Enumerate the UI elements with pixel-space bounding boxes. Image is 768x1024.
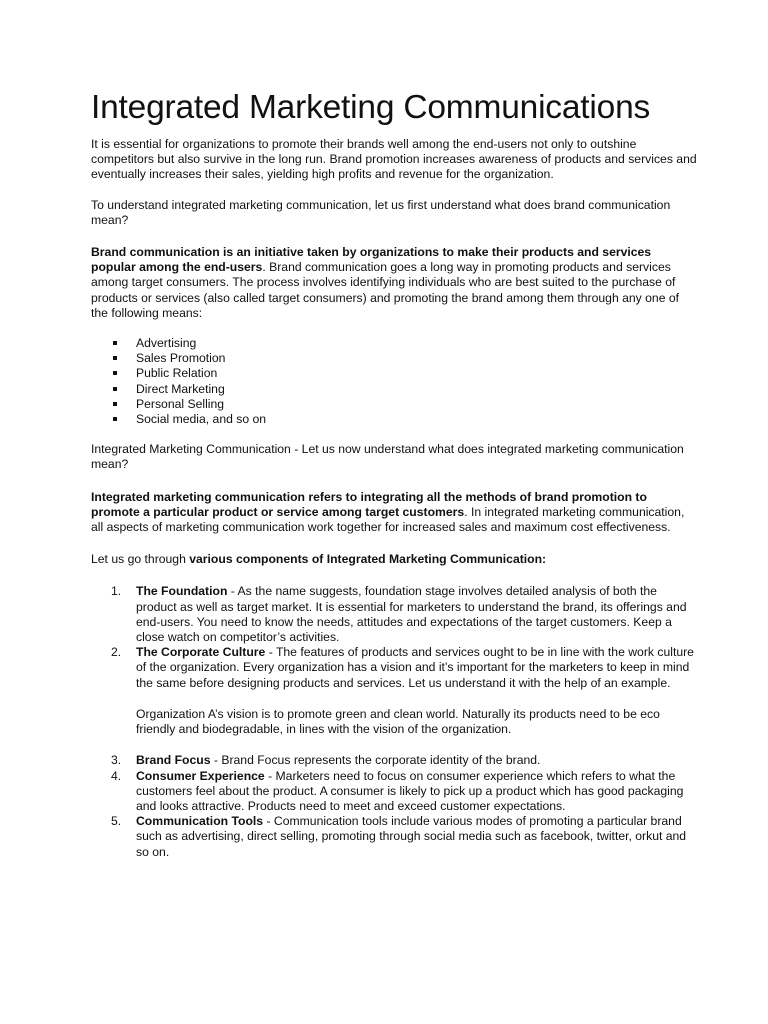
components-list — [91, 584, 698, 859]
list-item-label: Personal Selling — [136, 396, 225, 411]
imc-question-paragraph: Integrated Marketing Communication - Let us now understand what does integrated marketing communication mean? — [91, 442, 684, 472]
component-number: 3. — [111, 753, 122, 768]
list-item — [113, 397, 698, 412]
component-item-communication-tools — [91, 814, 698, 860]
imc-definition: Integrated marketing communication refers to integrating all the methods of brand promotion to promote a particular product or service among target customers — [91, 489, 647, 519]
imc-definition-body: . In integrated marketing communication, all aspects of marketing communication work together for increased sales and maximum cost effectiveness. — [91, 504, 685, 535]
component-name: Consumer Experience — [136, 768, 265, 783]
component-description: - Marketers need to focus on consumer experience which refers to what the customers feel about the product. A consumer is likely to pick up a product which has good packaging and looks attractive. Products need to meet and exceed customer expectations. — [136, 768, 684, 813]
list-item — [113, 382, 698, 397]
bullet-square-icon — [113, 402, 117, 406]
component-name: The Corporate Culture — [136, 645, 266, 660]
component-item-foundation — [91, 584, 698, 645]
brand-communication-definition: Brand communication is an initiative taken by organizations to make their products and services popular among the end-users — [91, 245, 652, 275]
component-description: - Communication tools include various modes of promoting a particular brand such as advertising, direct selling, promoting through social media such as facebook, twitter, orkut and so on. — [136, 814, 687, 859]
list-item-label: Direct Marketing — [136, 381, 225, 396]
component-description: - As the name suggests, foundation stage involves detailed analysis of both the product as well as target market. It is essential for marketers to understand the brand, its offerings and end-users. You need to know the needs, attitudes and expectations of the target customers. Keep a close watch on competitor’s activities. — [136, 584, 687, 645]
list-item — [113, 351, 698, 366]
component-name: Communication Tools — [136, 814, 264, 829]
component-item-consumer-experience — [91, 769, 698, 815]
components-intro-paragraph — [91, 552, 698, 567]
bullet-square-icon — [113, 417, 117, 421]
component-number: 4. — [111, 768, 122, 783]
promotion-means-list — [91, 336, 698, 427]
intro-paragraph: It is essential for organizations to promote their brands well among the end-users not only to outshine competitors but also survive in the long run. Brand promotion increases awareness of products and services and eventually increases their sales, yielding high profits and revenue for the organization. — [91, 137, 697, 182]
bullet-square-icon — [113, 371, 117, 375]
component-number: 1. — [111, 584, 122, 599]
component-item-brand-focus — [91, 753, 698, 768]
imc-definition-paragraph — [91, 490, 698, 536]
component-description: - The features of products and services ought to be in line with the work culture of the organization. Every organization has a vision and it’s important for the marketers to keep in mind the same before designing products and services. Let us understand it with the help of an example. — [136, 645, 694, 690]
list-item — [113, 366, 698, 381]
list-item-label: Social media, and so on — [136, 412, 267, 427]
components-intro-text: Let us go through — [91, 552, 190, 567]
components-intro-heading: various components of Integrated Marketing Communication: — [189, 552, 547, 567]
component-item-corporate-culture — [91, 645, 698, 737]
list-item — [113, 336, 698, 351]
component-name: The Foundation — [136, 584, 228, 599]
understand-paragraph: To understand integrated marketing communication, let us first understand what does brand communication mean? — [91, 197, 671, 227]
component-description: - Brand Focus represents the corporate identity of the brand. — [210, 753, 541, 768]
list-item-label: Sales Promotion — [136, 351, 226, 366]
component-name: Brand Focus — [136, 753, 211, 768]
brand-communication-body: . Brand communication goes a long way in promoting products and services among target consumers. The process involves identifying individuals who are best suited to the purchase of products or services (also called target consumers) and promoting the brand among them through any one of the following means: — [91, 260, 680, 320]
bullet-square-icon — [113, 387, 117, 391]
bullet-square-icon — [113, 341, 117, 345]
bullet-square-icon — [113, 356, 117, 360]
component-number: 2. — [111, 645, 122, 660]
list-item — [113, 412, 698, 427]
component-number: 5. — [111, 814, 122, 829]
list-item-label: Public Relation — [136, 366, 218, 381]
list-item-label: Advertising — [136, 336, 197, 351]
page-title: Integrated Marketing Communications — [91, 89, 651, 126]
brand-communication-paragraph — [91, 245, 698, 321]
component-example: Organization A’s vision is to promote green and clean world. Naturally its products need to be eco friendly and biodegradable, in lines with the vision of the organization. — [136, 706, 660, 737]
